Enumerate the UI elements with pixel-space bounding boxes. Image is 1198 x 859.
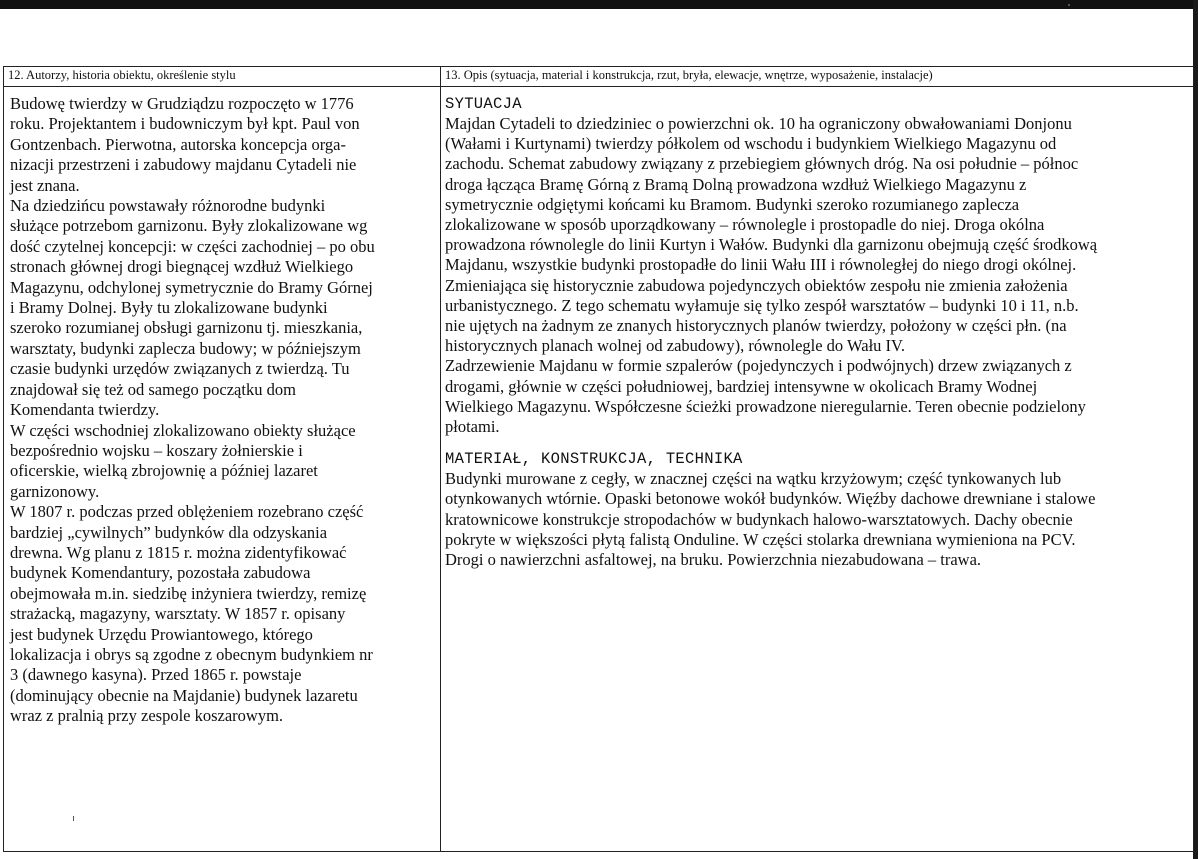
history-text: [10, 94, 435, 727]
text-line: droga łącząca Bramę Górną z Bramą Dolną prowadzona wzdłuż Wielkiego Magazynu z: [445, 174, 1027, 194]
text-line: Majdanu, wszystkie budynki prostopadłe do linii Wału III i równoległej do niego drogi okólnej.: [445, 255, 1077, 275]
text-line: bezpośrednio wojsku – koszary żołnierskie i: [10, 440, 303, 460]
text-line: garnizonowy.: [10, 481, 100, 501]
text-line: obejmowała m.in. siedzibę inżyniera twierdzy, remizę: [10, 583, 367, 603]
text-line: lokalizacja i obrys są zgodne z obecnym budynkiem nr: [10, 644, 373, 664]
text-line: wraz z pralnią przy zespole koszarowym.: [10, 706, 284, 726]
text-line: 3 (dawnego kasyna). Przed 1865 r. powstaje: [10, 665, 302, 685]
text-line: otynkowanych wtórnie. Opaski betonowe wokół budynków. Więźby dachowe drewniane i stalowe: [445, 489, 1096, 509]
text-line: kratownicowe konstrukcje stropodachów w budynkach halowo-warsztatowych. Dachy obecnie: [445, 509, 1073, 529]
header-divider: [3, 86, 1194, 87]
text-line: nizacji przestrzeni i zabudowy majdanu Cytadeli nie: [10, 155, 357, 175]
text-line: i Bramy Dolnej. Były tu zlokalizowane budynki: [10, 298, 328, 318]
text-line: roku. Projektantem i budowniczym był kpt. Paul von: [10, 114, 360, 134]
text-line: stronach głównej drogi biegnącej wzdłuż Wielkiego: [10, 257, 354, 277]
text-line: W części wschodniej zlokalizowano obiekty służące: [10, 420, 356, 440]
situation-text: [445, 114, 1191, 437]
text-line: drogami, głównie w części południowej, bardziej intensywne w okolicach Bramy Wodnej: [445, 376, 1038, 396]
text-line: Komendanta twierdzy.: [10, 400, 160, 420]
left-column-header: 12. Autorzy, historia obiektu, określenie stylu: [8, 68, 236, 82]
text-line: Majdan Cytadeli to dziedziniec o powierzchni ok. 10 ha ograniczony obwałowaniami Donjonu: [445, 114, 1072, 133]
text-line: Wielkiego Magazynu. Współczesne ścieżki prowadzone nieregularnie. Teren obecnie podzielony: [445, 396, 1086, 416]
text-line: symetrycznie odgiętymi końcami ku Bramom. Budynki szeroko rozumianego zaplecza: [445, 194, 1020, 214]
text-line: oficerskie, wielką zbrojownię a później lazaret: [10, 461, 318, 481]
right-column-header: 13. Opis (sytuacja, material i konstrukcja, rzut, bryła, elewacje, wnętrze, wyposażenie, instalacje): [445, 68, 933, 82]
text-line: służące potrzebom garnizonu. Były zlokalizowane wg: [10, 216, 368, 236]
text-line: czasie budynki urzędów związanych z twierdzą. Tu: [10, 359, 350, 379]
text-line: W 1807 r. podczas przed oblężeniem rozebrano część: [10, 502, 364, 522]
text-line: budynek Komendantury, pozostała zabudowa: [10, 563, 311, 583]
text-line: warsztaty, budynki zaplecza budowy; w późniejszym: [10, 338, 361, 358]
description-text: [445, 94, 1191, 570]
text-line: drewna. Wg planu z 1815 r. można zidentyfikować: [10, 542, 347, 562]
scan-speck: [1068, 4, 1070, 6]
text-line: Drogi o nawierzchni asfaltowej, na bruku. Powierzchnia niezabudowana – trawa.: [445, 550, 982, 570]
text-line: zlokalizowane w sposób uporządkowany – równolegle i prostopadle do niej. Droga okólna: [445, 215, 1045, 235]
text-line: urbanistycznego. Z tego schematu wyłamuje się tylko zespół warsztatów – budynki 10 i 11, n.b.: [445, 295, 1079, 315]
text-line: jest budynek Urzędu Prowiantowego, którego: [10, 624, 313, 644]
text-line: (dominujący obecnie na Majdanie) budynek lazaretu: [10, 685, 358, 705]
text-line: historycznych planach wolnej od zabudowy), równolegle do Wału IV.: [445, 336, 905, 356]
text-line: nie ujętych na żadnym ze znanych historycznych planów twierdzy, położony w części płn. (na: [445, 316, 1067, 336]
text-line: Zmieniająca się historycznie zabudowa pojedynczych obiektów zespołu nie zmienia założenia: [445, 275, 1068, 295]
text-line: szeroko rozumianej obsługi garnizonu tj. mieszkania,: [10, 318, 363, 338]
section-title-material: MATERIAŁ, KONSTRUKCJA, TECHNIKA: [445, 450, 743, 469]
text-line: bardziej „cywilnych” budynków dla odzyskania: [10, 522, 328, 542]
text-line: płotami.: [445, 417, 500, 437]
text-line: prowadzona równolegle do linii Kurtyn i Wałów. Budynki dla garnizonu obejmują część środkową: [445, 235, 1098, 255]
text-line: Gontzenbach. Pierwotna, autorska koncepcja orga-: [10, 134, 346, 154]
column-divider: [440, 66, 441, 852]
text-line: Budowę twierdzy w Grudziądzu rozpoczęto w 1776: [10, 94, 354, 113]
text-line: strażacką, magazyny, warsztaty. W 1857 r. opisany: [10, 604, 346, 624]
text-line: Magazynu, odchylonej symetrycznie do Bramy Górnej: [10, 277, 373, 297]
material-text: [445, 469, 1191, 570]
text-line: Budynki murowane z cegły, w znacznej części na wątku krzyżowym; część tynkowanych lub: [445, 469, 1062, 489]
text-line: zachodu. Schemat zabudowy związany z przebiegiem głównych dróg. Na osi południe – północ: [445, 154, 1079, 174]
text-line: Na dziedzińcu powstawały różnorodne budynki: [10, 196, 326, 216]
section-title-situation: SYTUACJA: [445, 95, 522, 113]
text-line: dość czytelnej koncepcji: w części zachodniej – po obu: [10, 236, 375, 256]
text-line: (Wałami i Kurtynami) twierdzy półkolem od wschodu i budynkiem Wielkiego Magazynu od: [445, 134, 1057, 154]
text-line: Zadrzewienie Majdanu w formie szpalerów (pojedynczych i podwójnych) drzew związanych z: [445, 356, 1072, 376]
text-line: jest znana.: [10, 175, 80, 195]
scan-top-edge: [0, 0, 1198, 9]
text-line: znajdował się też od samego początku dom: [10, 379, 296, 399]
text-line: pokryte w większości płytą falistą Onduline. W części stolarka drewniana wymieniona na PCV.: [445, 529, 1076, 549]
